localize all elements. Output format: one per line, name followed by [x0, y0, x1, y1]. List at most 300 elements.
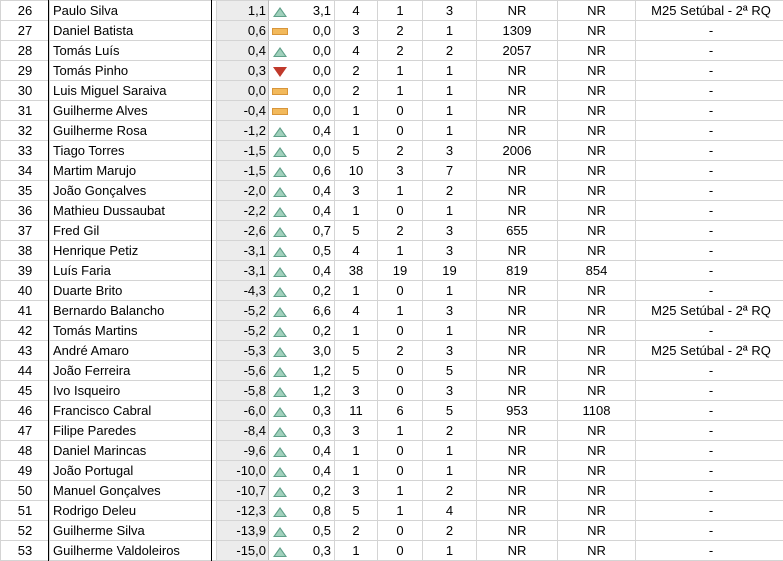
- wins-cell[interactable]: 1: [378, 61, 423, 81]
- wins-cell[interactable]: 0: [378, 461, 423, 481]
- ranking-1-cell[interactable]: NR: [477, 181, 558, 201]
- losses-cell[interactable]: 1: [423, 541, 477, 561]
- ranking-1-cell[interactable]: NR: [477, 381, 558, 401]
- event-cell[interactable]: -: [636, 401, 783, 421]
- event-cell[interactable]: -: [636, 141, 783, 161]
- event-cell[interactable]: -: [636, 241, 783, 261]
- event-cell[interactable]: -: [636, 481, 783, 501]
- player-name-cell[interactable]: João Portugal: [50, 461, 217, 481]
- trend-cell[interactable]: [269, 221, 292, 241]
- table-row[interactable]: [1, 461, 783, 481]
- player-name-cell[interactable]: Tomás Martins: [50, 321, 217, 341]
- wins-cell[interactable]: 0: [378, 541, 423, 561]
- matches-cell[interactable]: 4: [335, 241, 378, 261]
- player-name-cell[interactable]: Tiago Torres: [50, 141, 217, 161]
- delta-cell[interactable]: 0,6: [291, 161, 335, 181]
- losses-cell[interactable]: 2: [423, 41, 477, 61]
- event-cell[interactable]: -: [636, 181, 783, 201]
- rank-cell[interactable]: 51: [1, 501, 50, 521]
- table-row[interactable]: [1, 381, 783, 401]
- delta-cell[interactable]: 0,4: [291, 181, 335, 201]
- trend-cell[interactable]: [269, 501, 292, 521]
- player-name-cell[interactable]: Francisco Cabral: [50, 401, 217, 421]
- delta-cell[interactable]: 0,3: [291, 541, 335, 561]
- ranking-2-cell[interactable]: NR: [558, 61, 636, 81]
- losses-cell[interactable]: 2: [423, 421, 477, 441]
- score-cell[interactable]: -9,6: [217, 441, 269, 461]
- wins-cell[interactable]: 1: [378, 421, 423, 441]
- ranking-2-cell[interactable]: NR: [558, 301, 636, 321]
- delta-cell[interactable]: 0,4: [291, 121, 335, 141]
- score-cell[interactable]: -5,8: [217, 381, 269, 401]
- player-name-cell[interactable]: Bernardo Balancho: [50, 301, 217, 321]
- losses-cell[interactable]: 7: [423, 161, 477, 181]
- ranking-2-cell[interactable]: NR: [558, 241, 636, 261]
- ranking-1-cell[interactable]: NR: [477, 481, 558, 501]
- rank-cell[interactable]: 50: [1, 481, 50, 501]
- losses-cell[interactable]: 19: [423, 261, 477, 281]
- rank-cell[interactable]: 48: [1, 441, 50, 461]
- player-name-cell[interactable]: Fred Gil: [50, 221, 217, 241]
- trend-cell[interactable]: [269, 381, 292, 401]
- wins-cell[interactable]: 0: [378, 361, 423, 381]
- matches-cell[interactable]: 38: [335, 261, 378, 281]
- rank-cell[interactable]: 53: [1, 541, 50, 561]
- player-name-cell[interactable]: Martim Marujo: [50, 161, 217, 181]
- matches-cell[interactable]: 5: [335, 341, 378, 361]
- matches-cell[interactable]: 4: [335, 301, 378, 321]
- losses-cell[interactable]: 1: [423, 81, 477, 101]
- ranking-2-cell[interactable]: NR: [558, 121, 636, 141]
- trend-cell[interactable]: [269, 41, 292, 61]
- delta-cell[interactable]: 0,0: [291, 41, 335, 61]
- ranking-2-cell[interactable]: NR: [558, 361, 636, 381]
- event-cell[interactable]: -: [636, 221, 783, 241]
- losses-cell[interactable]: 2: [423, 521, 477, 541]
- trend-cell[interactable]: [269, 461, 292, 481]
- player-name-cell[interactable]: Mathieu Dussaubat: [50, 201, 217, 221]
- player-name-cell[interactable]: Tomás Pinho: [50, 61, 217, 81]
- score-cell[interactable]: -1,5: [217, 141, 269, 161]
- rank-cell[interactable]: 35: [1, 181, 50, 201]
- rank-cell[interactable]: 39: [1, 261, 50, 281]
- event-cell[interactable]: M25 Setúbal - 2ª RQ: [636, 301, 783, 321]
- ranking-2-cell[interactable]: NR: [558, 81, 636, 101]
- wins-cell[interactable]: 2: [378, 141, 423, 161]
- event-cell[interactable]: -: [636, 421, 783, 441]
- score-cell[interactable]: -2,6: [217, 221, 269, 241]
- rank-cell[interactable]: 31: [1, 101, 50, 121]
- score-cell[interactable]: 0,3: [217, 61, 269, 81]
- wins-cell[interactable]: 1: [378, 481, 423, 501]
- trend-cell[interactable]: [269, 401, 292, 421]
- score-cell[interactable]: -5,3: [217, 341, 269, 361]
- ranking-1-cell[interactable]: NR: [477, 301, 558, 321]
- trend-cell[interactable]: [269, 421, 292, 441]
- wins-cell[interactable]: 2: [378, 221, 423, 241]
- event-cell[interactable]: M25 Setúbal - 2ª RQ: [636, 341, 783, 361]
- delta-cell[interactable]: 0,2: [291, 321, 335, 341]
- matches-cell[interactable]: 5: [335, 361, 378, 381]
- trend-cell[interactable]: [269, 161, 292, 181]
- score-cell[interactable]: -2,2: [217, 201, 269, 221]
- player-name-cell[interactable]: Filipe Paredes: [50, 421, 217, 441]
- score-cell[interactable]: 0,0: [217, 81, 269, 101]
- ranking-1-cell[interactable]: NR: [477, 61, 558, 81]
- delta-cell[interactable]: 0,3: [291, 401, 335, 421]
- wins-cell[interactable]: 1: [378, 241, 423, 261]
- score-cell[interactable]: -13,9: [217, 521, 269, 541]
- ranking-1-cell[interactable]: NR: [477, 521, 558, 541]
- score-cell[interactable]: -12,3: [217, 501, 269, 521]
- losses-cell[interactable]: 3: [423, 141, 477, 161]
- score-cell[interactable]: -5,2: [217, 301, 269, 321]
- matches-cell[interactable]: 1: [335, 541, 378, 561]
- score-cell[interactable]: -0,4: [217, 101, 269, 121]
- table-row[interactable]: [1, 261, 783, 281]
- delta-cell[interactable]: 0,4: [291, 201, 335, 221]
- losses-cell[interactable]: 2: [423, 481, 477, 501]
- player-name-cell[interactable]: Daniel Batista: [50, 21, 217, 41]
- trend-cell[interactable]: [269, 301, 292, 321]
- ranking-1-cell[interactable]: 1309: [477, 21, 558, 41]
- score-cell[interactable]: 0,6: [217, 21, 269, 41]
- player-name-cell[interactable]: Guilherme Silva: [50, 521, 217, 541]
- matches-cell[interactable]: 2: [335, 81, 378, 101]
- table-row[interactable]: [1, 141, 783, 161]
- ranking-2-cell[interactable]: NR: [558, 481, 636, 501]
- losses-cell[interactable]: 3: [423, 241, 477, 261]
- score-cell[interactable]: -10,0: [217, 461, 269, 481]
- ranking-1-cell[interactable]: NR: [477, 1, 558, 21]
- event-cell[interactable]: -: [636, 501, 783, 521]
- trend-cell[interactable]: [269, 141, 292, 161]
- table-row[interactable]: [1, 121, 783, 141]
- wins-cell[interactable]: 0: [378, 381, 423, 401]
- ranking-2-cell[interactable]: NR: [558, 441, 636, 461]
- ranking-1-cell[interactable]: NR: [477, 461, 558, 481]
- losses-cell[interactable]: 3: [423, 1, 477, 21]
- rank-cell[interactable]: 40: [1, 281, 50, 301]
- event-cell[interactable]: -: [636, 321, 783, 341]
- rank-cell[interactable]: 49: [1, 461, 50, 481]
- trend-cell[interactable]: [269, 81, 292, 101]
- wins-cell[interactable]: 0: [378, 281, 423, 301]
- event-cell[interactable]: -: [636, 461, 783, 481]
- trend-cell[interactable]: [269, 181, 292, 201]
- score-cell[interactable]: 1,1: [217, 1, 269, 21]
- ranking-1-cell[interactable]: NR: [477, 201, 558, 221]
- matches-cell[interactable]: 1: [335, 121, 378, 141]
- ranking-1-cell[interactable]: NR: [477, 161, 558, 181]
- score-cell[interactable]: -5,2: [217, 321, 269, 341]
- ranking-2-cell[interactable]: NR: [558, 521, 636, 541]
- score-cell[interactable]: -3,1: [217, 261, 269, 281]
- player-name-cell[interactable]: Daniel Marincas: [50, 441, 217, 461]
- ranking-1-cell[interactable]: 655: [477, 221, 558, 241]
- table-row[interactable]: [1, 401, 783, 421]
- player-name-cell[interactable]: Guilherme Valdoleiros: [50, 541, 217, 561]
- ranking-1-cell[interactable]: 819: [477, 261, 558, 281]
- ranking-2-cell[interactable]: NR: [558, 201, 636, 221]
- rank-cell[interactable]: 46: [1, 401, 50, 421]
- trend-cell[interactable]: [269, 341, 292, 361]
- trend-cell[interactable]: [269, 521, 292, 541]
- ranking-2-cell[interactable]: NR: [558, 541, 636, 561]
- wins-cell[interactable]: 3: [378, 161, 423, 181]
- event-cell[interactable]: -: [636, 101, 783, 121]
- trend-cell[interactable]: [269, 101, 292, 121]
- table-row[interactable]: [1, 221, 783, 241]
- ranking-2-cell[interactable]: NR: [558, 421, 636, 441]
- player-name-cell[interactable]: Ivo Isqueiro: [50, 381, 217, 401]
- delta-cell[interactable]: 0,4: [291, 461, 335, 481]
- delta-cell[interactable]: 0,7: [291, 221, 335, 241]
- trend-cell[interactable]: [269, 121, 292, 141]
- delta-cell[interactable]: 1,2: [291, 361, 335, 381]
- rank-cell[interactable]: 29: [1, 61, 50, 81]
- table-row[interactable]: [1, 201, 783, 221]
- event-cell[interactable]: -: [636, 361, 783, 381]
- losses-cell[interactable]: 5: [423, 401, 477, 421]
- wins-cell[interactable]: 1: [378, 501, 423, 521]
- trend-cell[interactable]: [269, 261, 292, 281]
- ranking-1-cell[interactable]: 953: [477, 401, 558, 421]
- matches-cell[interactable]: 2: [335, 521, 378, 541]
- losses-cell[interactable]: 1: [423, 321, 477, 341]
- player-name-cell[interactable]: João Ferreira: [50, 361, 217, 381]
- matches-cell[interactable]: 3: [335, 381, 378, 401]
- losses-cell[interactable]: 1: [423, 61, 477, 81]
- delta-cell[interactable]: 0,0: [291, 61, 335, 81]
- player-name-cell[interactable]: Henrique Petiz: [50, 241, 217, 261]
- rank-cell[interactable]: 45: [1, 381, 50, 401]
- delta-cell[interactable]: 0,5: [291, 241, 335, 261]
- delta-cell[interactable]: 0,3: [291, 421, 335, 441]
- event-cell[interactable]: -: [636, 21, 783, 41]
- ranking-2-cell[interactable]: NR: [558, 161, 636, 181]
- rank-cell[interactable]: 37: [1, 221, 50, 241]
- wins-cell[interactable]: 0: [378, 441, 423, 461]
- trend-cell[interactable]: [269, 541, 292, 561]
- event-cell[interactable]: -: [636, 81, 783, 101]
- ranking-1-cell[interactable]: NR: [477, 121, 558, 141]
- losses-cell[interactable]: 4: [423, 501, 477, 521]
- losses-cell[interactable]: 3: [423, 221, 477, 241]
- rank-cell[interactable]: 33: [1, 141, 50, 161]
- matches-cell[interactable]: 5: [335, 141, 378, 161]
- matches-cell[interactable]: 1: [335, 461, 378, 481]
- ranking-2-cell[interactable]: NR: [558, 1, 636, 21]
- matches-cell[interactable]: 1: [335, 101, 378, 121]
- delta-cell[interactable]: 0,0: [291, 21, 335, 41]
- losses-cell[interactable]: 1: [423, 101, 477, 121]
- table-row[interactable]: [1, 521, 783, 541]
- matches-cell[interactable]: 4: [335, 1, 378, 21]
- trend-cell[interactable]: [269, 241, 292, 261]
- event-cell[interactable]: -: [636, 381, 783, 401]
- player-name-cell[interactable]: Paulo Silva: [50, 1, 217, 21]
- ranking-1-cell[interactable]: 2006: [477, 141, 558, 161]
- wins-cell[interactable]: 2: [378, 21, 423, 41]
- score-cell[interactable]: -1,5: [217, 161, 269, 181]
- wins-cell[interactable]: 0: [378, 321, 423, 341]
- delta-cell[interactable]: 0,2: [291, 481, 335, 501]
- table-row[interactable]: [1, 301, 783, 321]
- rank-cell[interactable]: 38: [1, 241, 50, 261]
- score-cell[interactable]: -5,6: [217, 361, 269, 381]
- ranking-2-cell[interactable]: NR: [558, 21, 636, 41]
- ranking-2-cell[interactable]: NR: [558, 181, 636, 201]
- delta-cell[interactable]: 6,6: [291, 301, 335, 321]
- table-row[interactable]: [1, 361, 783, 381]
- ranking-2-cell[interactable]: NR: [558, 501, 636, 521]
- rank-cell[interactable]: 36: [1, 201, 50, 221]
- delta-cell[interactable]: 0,8: [291, 501, 335, 521]
- event-cell[interactable]: -: [636, 541, 783, 561]
- rank-cell[interactable]: 41: [1, 301, 50, 321]
- delta-cell[interactable]: 3,0: [291, 341, 335, 361]
- trend-cell[interactable]: [269, 281, 292, 301]
- event-cell[interactable]: -: [636, 281, 783, 301]
- player-name-cell[interactable]: Guilherme Alves: [50, 101, 217, 121]
- wins-cell[interactable]: 1: [378, 1, 423, 21]
- losses-cell[interactable]: 1: [423, 121, 477, 141]
- ranking-2-cell[interactable]: NR: [558, 321, 636, 341]
- event-cell[interactable]: -: [636, 261, 783, 281]
- ranking-2-cell[interactable]: NR: [558, 101, 636, 121]
- event-cell[interactable]: -: [636, 41, 783, 61]
- table-row[interactable]: [1, 481, 783, 501]
- ranking-1-cell[interactable]: NR: [477, 361, 558, 381]
- wins-cell[interactable]: 2: [378, 41, 423, 61]
- trend-cell[interactable]: [269, 361, 292, 381]
- ranking-2-cell[interactable]: NR: [558, 221, 636, 241]
- player-name-cell[interactable]: Tomás Luís: [50, 41, 217, 61]
- losses-cell[interactable]: 1: [423, 461, 477, 481]
- player-name-cell[interactable]: João Gonçalves: [50, 181, 217, 201]
- table-row[interactable]: [1, 61, 783, 81]
- ranking-2-cell[interactable]: NR: [558, 141, 636, 161]
- rank-cell[interactable]: 27: [1, 21, 50, 41]
- delta-cell[interactable]: 0,4: [291, 261, 335, 281]
- matches-cell[interactable]: 1: [335, 201, 378, 221]
- wins-cell[interactable]: 1: [378, 181, 423, 201]
- event-cell[interactable]: -: [636, 521, 783, 541]
- rank-cell[interactable]: 26: [1, 1, 50, 21]
- rank-cell[interactable]: 30: [1, 81, 50, 101]
- ranking-2-cell[interactable]: 1108: [558, 401, 636, 421]
- table-row[interactable]: [1, 81, 783, 101]
- delta-cell[interactable]: 0,0: [291, 81, 335, 101]
- score-cell[interactable]: -4,3: [217, 281, 269, 301]
- matches-cell[interactable]: 5: [335, 501, 378, 521]
- rank-cell[interactable]: 43: [1, 341, 50, 361]
- table-row[interactable]: [1, 321, 783, 341]
- rank-cell[interactable]: 52: [1, 521, 50, 541]
- losses-cell[interactable]: 3: [423, 301, 477, 321]
- table-row[interactable]: [1, 441, 783, 461]
- wins-cell[interactable]: 1: [378, 81, 423, 101]
- trend-cell[interactable]: [269, 481, 292, 501]
- table-row[interactable]: [1, 241, 783, 261]
- player-name-cell[interactable]: Manuel Gonçalves: [50, 481, 217, 501]
- ranking-1-cell[interactable]: NR: [477, 101, 558, 121]
- delta-cell[interactable]: 3,1: [291, 1, 335, 21]
- trend-cell[interactable]: [269, 201, 292, 221]
- losses-cell[interactable]: 2: [423, 181, 477, 201]
- score-cell[interactable]: -2,0: [217, 181, 269, 201]
- ranking-2-cell[interactable]: NR: [558, 461, 636, 481]
- delta-cell[interactable]: 0,4: [291, 441, 335, 461]
- ranking-2-cell[interactable]: NR: [558, 281, 636, 301]
- table-row[interactable]: [1, 181, 783, 201]
- wins-cell[interactable]: 6: [378, 401, 423, 421]
- ranking-1-cell[interactable]: NR: [477, 441, 558, 461]
- ranking-2-cell[interactable]: NR: [558, 381, 636, 401]
- ranking-1-cell[interactable]: NR: [477, 241, 558, 261]
- wins-cell[interactable]: 19: [378, 261, 423, 281]
- event-cell[interactable]: -: [636, 61, 783, 81]
- ranking-1-cell[interactable]: NR: [477, 341, 558, 361]
- player-name-cell[interactable]: Guilherme Rosa: [50, 121, 217, 141]
- player-name-cell[interactable]: André Amaro: [50, 341, 217, 361]
- losses-cell[interactable]: 1: [423, 201, 477, 221]
- ranking-2-cell[interactable]: NR: [558, 41, 636, 61]
- wins-cell[interactable]: 0: [378, 121, 423, 141]
- table-row[interactable]: [1, 501, 783, 521]
- losses-cell[interactable]: 5: [423, 361, 477, 381]
- losses-cell[interactable]: 3: [423, 341, 477, 361]
- score-cell[interactable]: -6,0: [217, 401, 269, 421]
- matches-cell[interactable]: 3: [335, 421, 378, 441]
- rank-cell[interactable]: 28: [1, 41, 50, 61]
- wins-cell[interactable]: 0: [378, 101, 423, 121]
- losses-cell[interactable]: 3: [423, 381, 477, 401]
- delta-cell[interactable]: 0,5: [291, 521, 335, 541]
- trend-cell[interactable]: [269, 1, 292, 21]
- matches-cell[interactable]: 1: [335, 441, 378, 461]
- losses-cell[interactable]: 1: [423, 281, 477, 301]
- ranking-1-cell[interactable]: NR: [477, 421, 558, 441]
- rank-cell[interactable]: 42: [1, 321, 50, 341]
- wins-cell[interactable]: 1: [378, 301, 423, 321]
- rank-cell[interactable]: 44: [1, 361, 50, 381]
- event-cell[interactable]: -: [636, 201, 783, 221]
- wins-cell[interactable]: 2: [378, 341, 423, 361]
- event-cell[interactable]: -: [636, 441, 783, 461]
- score-cell[interactable]: -8,4: [217, 421, 269, 441]
- matches-cell[interactable]: 11: [335, 401, 378, 421]
- matches-cell[interactable]: 3: [335, 181, 378, 201]
- matches-cell[interactable]: 10: [335, 161, 378, 181]
- delta-cell[interactable]: 0,0: [291, 101, 335, 121]
- table-row[interactable]: [1, 101, 783, 121]
- matches-cell[interactable]: 1: [335, 321, 378, 341]
- score-cell[interactable]: -3,1: [217, 241, 269, 261]
- wins-cell[interactable]: 0: [378, 201, 423, 221]
- score-cell[interactable]: 0,4: [217, 41, 269, 61]
- player-name-cell[interactable]: Luís Faria: [50, 261, 217, 281]
- score-cell[interactable]: -1,2: [217, 121, 269, 141]
- ranking-1-cell[interactable]: NR: [477, 321, 558, 341]
- rank-cell[interactable]: 47: [1, 421, 50, 441]
- rank-cell[interactable]: 32: [1, 121, 50, 141]
- matches-cell[interactable]: 2: [335, 61, 378, 81]
- table-row[interactable]: [1, 281, 783, 301]
- ranking-2-cell[interactable]: 854: [558, 261, 636, 281]
- trend-cell[interactable]: [269, 61, 292, 81]
